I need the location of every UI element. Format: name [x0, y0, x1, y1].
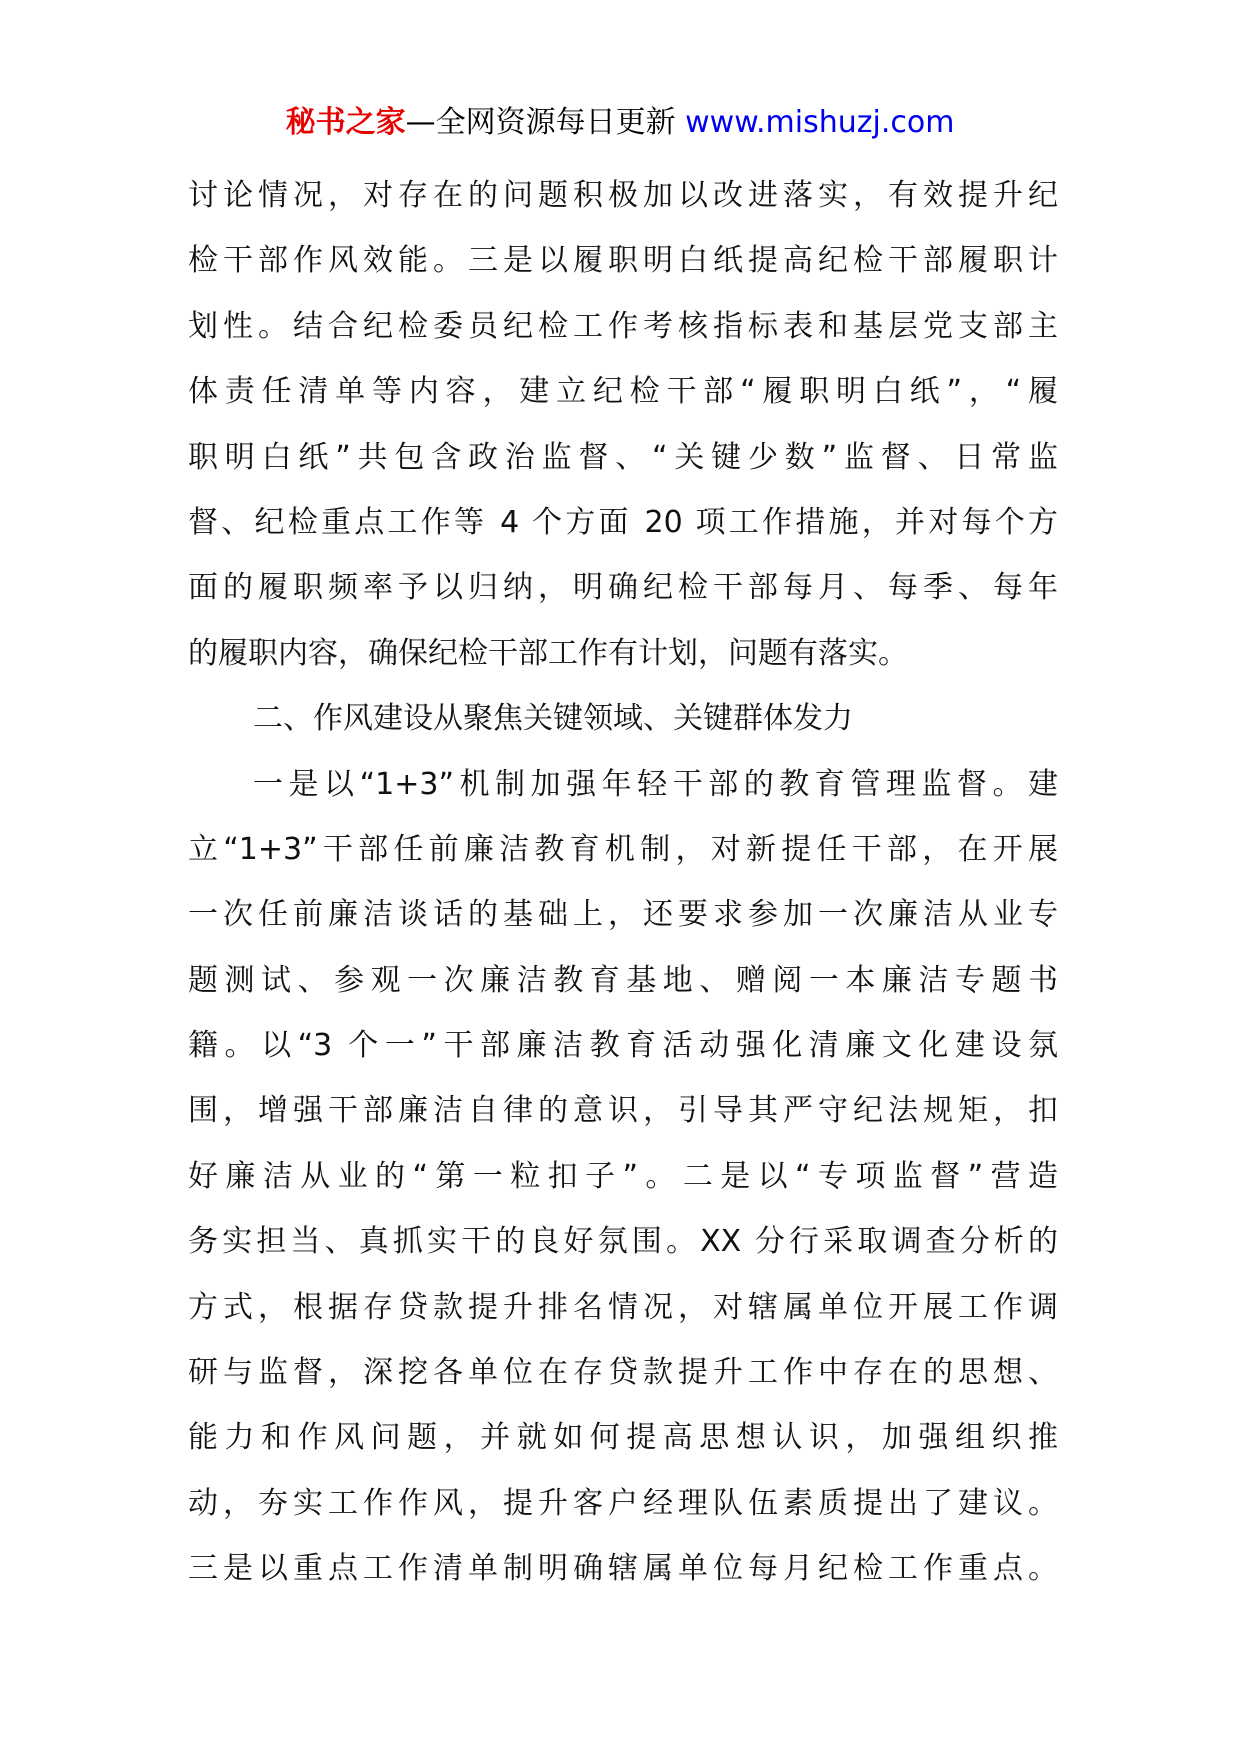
page-header: [0, 100, 1240, 146]
body-line: 讨论情况，对存在的问题积极加以改进落实，有效提升纪: [188, 178, 1058, 213]
body-line: 体责任清单等内容，建立纪检干部“履职明白纸”，“履: [188, 374, 1058, 410]
body-line: 职明白纸”共包含政治监督、“关键少数”监督、日常监: [188, 439, 1058, 475]
section-heading: 二、作风建设从聚焦关键领域、关键群体发力: [253, 701, 853, 737]
body-line: 好廉洁从业的“第一粒扣子”。二是以“专项监督”营造: [188, 1158, 1058, 1194]
body-line: 立“1+3”干部任前廉洁教育机制，对新提任干部，在开展: [188, 831, 1058, 867]
body-line: 围，增强干部廉洁自律的意识，引导其严守纪法规矩，扣: [188, 1093, 1058, 1129]
body-text: [188, 163, 1058, 1602]
body-line: 一是以“1+3”机制加强年轻干部的教育管理监督。建: [253, 766, 1058, 802]
body-line: 动，夯实工作作风，提升客户经理队伍素质提出了建议。: [188, 1485, 1058, 1521]
body-line: 检干部作风效能。三是以履职明白纸提高纪检干部履职计: [188, 243, 1058, 279]
body-line: 务实担当、真抓实干的良好氛围。XX 分行采取调查分析的: [188, 1224, 1058, 1260]
body-line: 划性。结合纪检委员纪检工作考核指标表和基层党支部主: [188, 308, 1058, 344]
body-line: 的履职内容，确保纪检干部工作有计划，问题有落实。: [188, 635, 908, 671]
header-url-link[interactable]: www.mishuzj.com: [685, 105, 955, 140]
body-line: 督、纪检重点工作等 4 个方面 20 项工作措施，并对每个方: [188, 504, 1058, 540]
header-tagline: —全网资源每日更新: [405, 105, 676, 140]
body-line: 籍。以“3 个一”干部廉洁教育活动强化清廉文化建设氛: [188, 1028, 1058, 1064]
body-line: 一次任前廉洁谈话的基础上，还要求参加一次廉洁从业专: [188, 897, 1058, 933]
body-line: 题测试、参观一次廉洁教育基地、赠阅一本廉洁专题书: [188, 962, 1058, 998]
header-brand: 秘书之家: [285, 105, 406, 140]
body-line: 三是以重点工作清单制明确辖属单位每月纪检工作重点。: [188, 1551, 1058, 1587]
body-line: 方式，根据存贷款提升排名情况，对辖属单位开展工作调: [188, 1289, 1058, 1325]
body-line: 面的履职频率予以归纳，明确纪检干部每月、每季、每年: [188, 570, 1058, 606]
body-line: 能力和作风问题，并就如何提高思想认识，加强组织推: [188, 1420, 1058, 1456]
body-line: 研与监督，深挖各单位在存贷款提升工作中存在的思想、: [188, 1355, 1058, 1391]
